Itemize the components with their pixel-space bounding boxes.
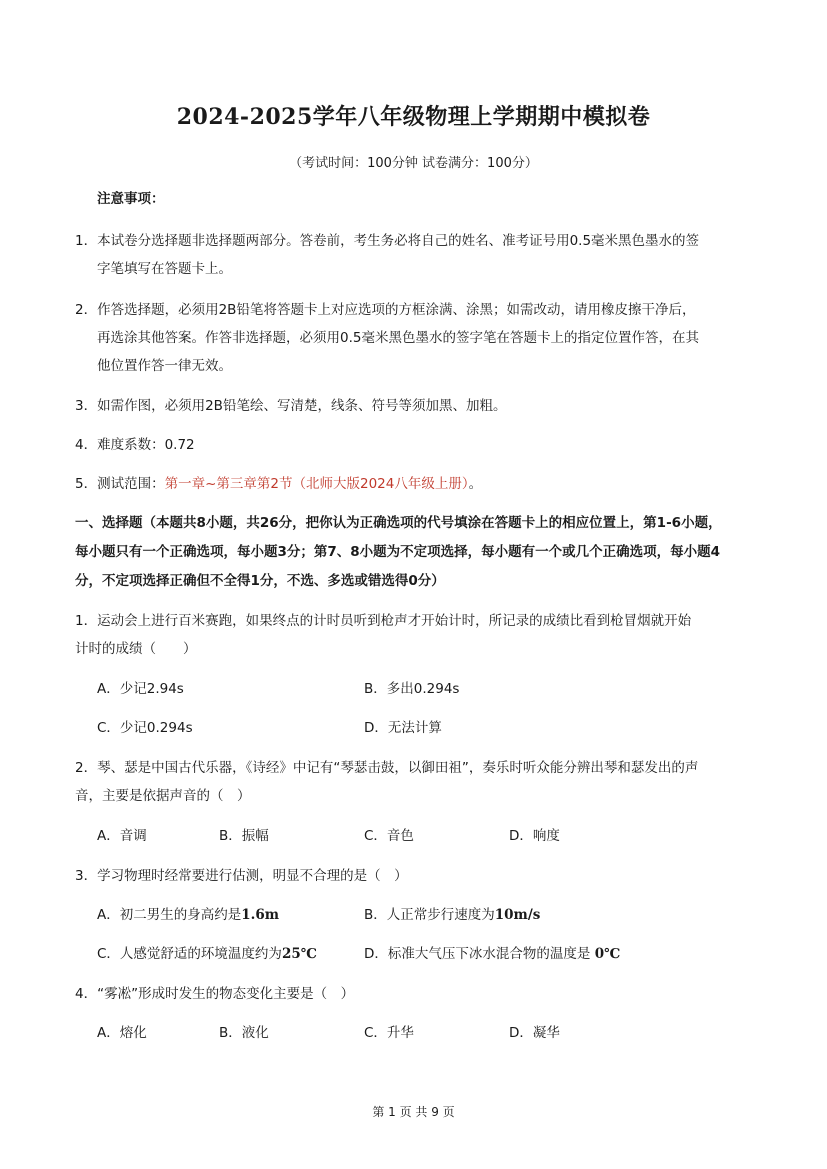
note-4: 4．难度系数：0.72 [75,437,195,453]
q3-option-c-text: C．人感觉舒适的环境温度约为 [97,946,282,962]
q2-option-c: C．音色 [364,828,414,844]
q1-option-b: B．多出0.294s [364,681,460,697]
note-5-suffix: 。 [468,476,483,492]
q3-option-b [364,905,540,925]
q1-stem-line-1: 1．运动会上进行百米赛跑，如果终点的计时员听到枪声才开始计时，所记录的成绩比看到枪冒烟就开始 [75,613,692,629]
q2-option-a: A．音调 [97,828,147,844]
q3-option-c-value: 25℃ [281,946,317,962]
q2-option-d: D．响度 [509,828,560,844]
q3-option-d-text: D．标准大气压下冰水混合物的温度是 [364,946,595,962]
q2-option-b: B．振幅 [219,828,269,844]
note-2-line-1: 2．作答选择题，必须用2B铅笔将答题卡上对应选项的方框涂满、涂黑；如需改动，请用橡皮擦干净后， [75,302,696,318]
q3-option-d [364,944,620,964]
notes-heading: 注意事项： [97,191,165,207]
q4-option-c: C．升华 [364,1025,414,1041]
q1-option-a: A．少记2.94s [97,681,184,697]
note-2-line-3: 他位置作答一律无效。 [97,358,232,374]
q3-stem: 3．学习物理时经常要进行估测，明显不合理的是（ ） [75,868,408,884]
note-5-prefix: 5．测试范围： [75,476,165,492]
note-2-line-2: 再选涂其他答案。作答非选择题，必须用0.5毫米黑色墨水的签字笔在答题卡上的指定位置作答，在其 [97,330,699,346]
note-5 [75,474,482,494]
q1-option-d: D．无法计算 [364,720,442,736]
q3-option-c [97,944,317,964]
q2-stem-line-1: 2．琴、瑟是中国古代乐器，《诗经》中记有“琴瑟击鼓，以御田祖”，奏乐时听众能分辨出琴和瑟发出的声 [75,760,699,776]
q3-option-d-value: 0℃ [594,946,621,962]
q3-option-a [97,905,279,925]
q3-option-a-text: A．初二男生的身高约是 [97,907,242,923]
q1-stem-line-2: 计时的成绩（ ） [75,641,197,657]
q3-option-b-text: B．人正常步行速度为 [364,907,495,923]
q4-option-b: B．液化 [219,1025,269,1041]
q4-option-a: A．熔化 [97,1025,147,1041]
section-heading-line-1: 一、选择题（本题共8小题，共26分，把你认为正确选项的代号填涂在答题卡上的相应位置上，第1-6小题， [75,515,722,531]
q4-stem: 4．“雾凇”形成时发生的物态变化主要是（ ） [75,986,355,1002]
note-3: 3．如需作图，必须用2B铅笔绘、写清楚，线条、符号等须加黑、加粗。 [75,398,507,414]
q2-stem-line-2: 音，主要是依据声音的（ ） [75,788,251,804]
q3-option-b-value: 10m/s [494,907,541,923]
note-1-line-1: 1．本试卷分选择题非选择题两部分。答卷前，考生务必将自己的姓名、准考证号用0.5毫米黑色墨水的签 [75,233,700,249]
exam-info: （考试时间：100分钟 试卷满分：100分） [289,156,538,171]
page-number: 第 1 页 共 9 页 [372,1105,455,1119]
note-1-line-2: 字笔填写在答题卡上。 [97,261,232,277]
q3-option-a-value: 1.6m [241,907,280,923]
q4-option-d: D．凝华 [509,1025,560,1041]
test-range: 第一章~第三章第2节（北师大版2024八年级上册） [164,476,469,492]
page-title: 2024-2025学年八年级物理上学期期中模拟卷 [176,104,651,130]
q1-option-c: C．少记0.294s [97,720,193,736]
section-heading-line-2: 每小题只有一个正确选项，每小题3分；第7、8小题为不定项选择，每小题有一个或几个正确选项，每小题4 [75,544,721,560]
section-heading-line-3: 分，不定项选择正确但不全得1分，不选、多选或错选得0分） [75,573,445,589]
